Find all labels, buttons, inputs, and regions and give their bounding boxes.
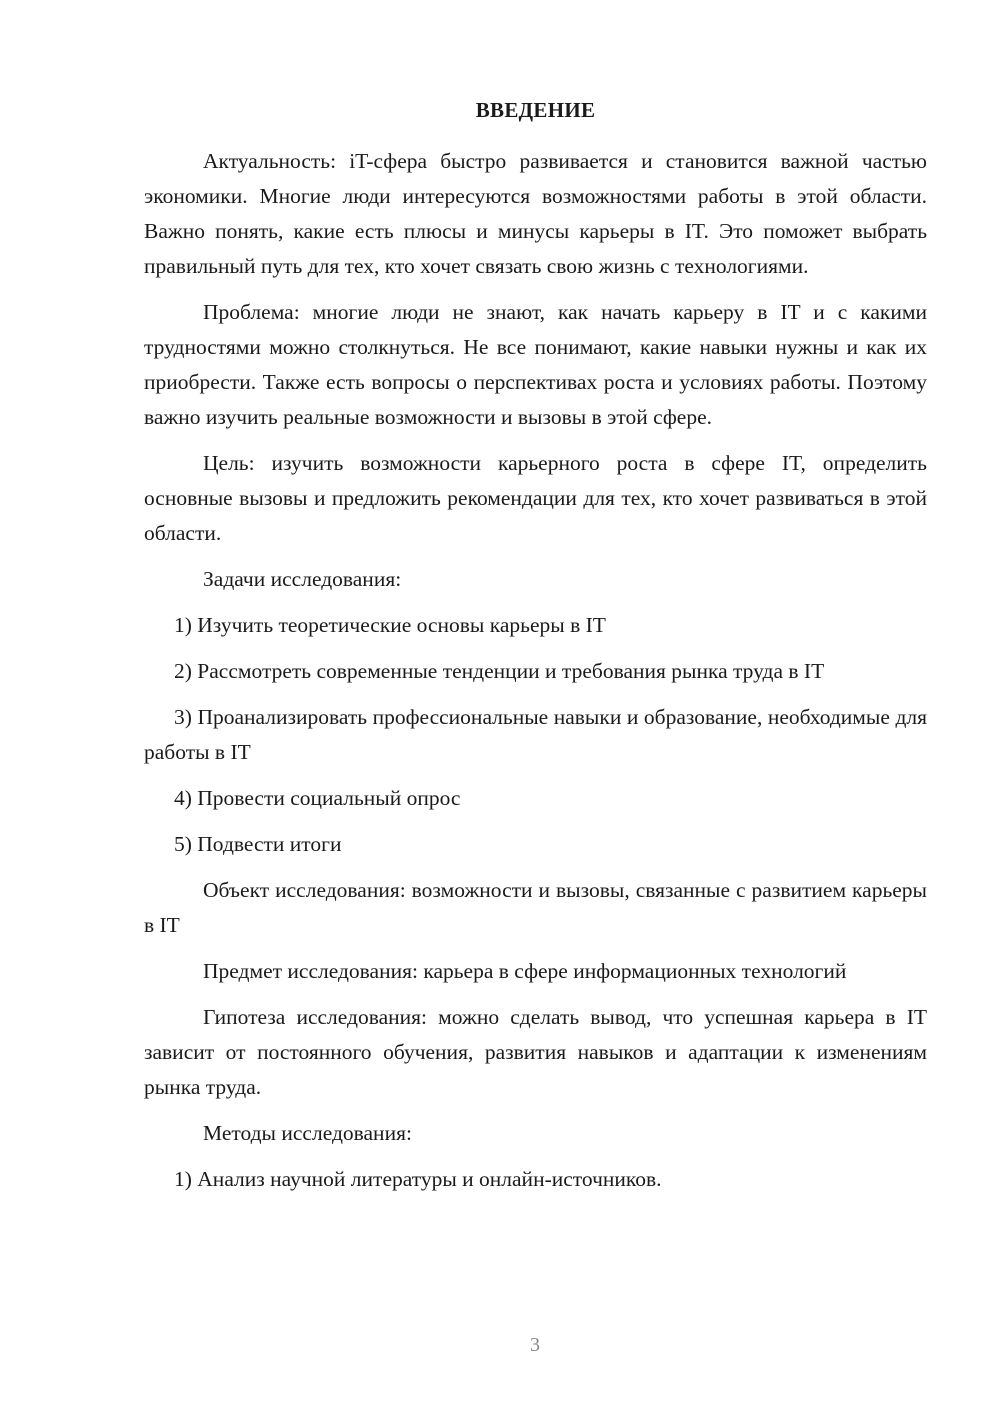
task-item-5: 5) Подвести итоги — [174, 832, 342, 856]
relevance-paragraph: Актуальность: iT-сфера быстро развивается и становится важной частью экономики. Многие люди интересуются возможностями работы в этой области. Важно понять, какие есть плюсы и минусы карьеры в IT. Это поможет выбрать правильный путь для тех, кто хочет связать свою жизнь с технологиями. — [144, 149, 927, 278]
object-paragraph: Объект исследования: возможности и вызовы, связанные с развитием карьеры в IT — [144, 878, 927, 937]
method-item-1: 1) Анализ научной литературы и онлайн-источников. — [174, 1167, 662, 1191]
methods-heading: Методы исследования: — [203, 1121, 412, 1145]
document-page — [144, 94, 927, 1208]
task-item-1: 1) Изучить теоретические основы карьеры в IT — [174, 613, 606, 637]
task-item-3: 3) Проанализировать профессиональные навыки и образование, необходимые для работы в IT — [144, 705, 927, 764]
goal-paragraph: Цель: изучить возможности карьерного роста в сфере IT, определить основные вызовы и предложить рекомендации для тех, кто хочет развиваться в этой области. — [144, 451, 927, 545]
section-heading: ВВЕДЕНИЕ — [475, 98, 596, 122]
hypothesis-paragraph: Гипотеза исследования: можно сделать вывод, что успешная карьера в IT зависит от постоянного обучения, развития навыков и адаптации к изменениям рынка труда. — [144, 1005, 927, 1099]
task-item-2: 2) Рассмотреть современные тенденции и требования рынка труда в IT — [174, 659, 825, 683]
subject-paragraph: Предмет исследования: карьера в сфере информационных технологий — [203, 959, 847, 983]
tasks-heading: Задачи исследования: — [203, 567, 402, 591]
task-item-4: 4) Провести социальный опрос — [174, 786, 461, 810]
problem-paragraph: Проблема: многие люди не знают, как начать карьеру в IT и с какими трудностями можно столкнуться. Не все понимают, какие навыки нужны и как их приобрести. Также есть вопросы о перспективах роста и условиях работы. Поэтому важно изучить реальные возможности и вызовы в этой сфере. — [144, 300, 927, 429]
page-number: 3 — [530, 1334, 540, 1356]
